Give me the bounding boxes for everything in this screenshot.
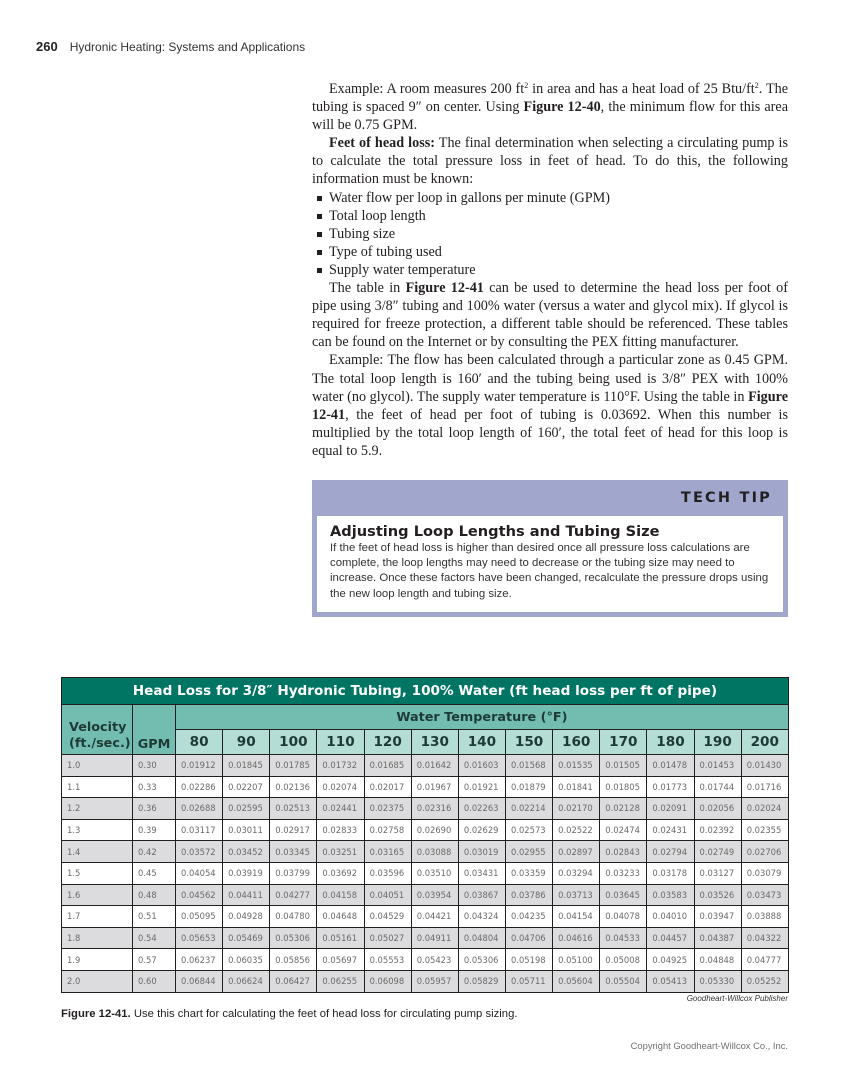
running-head	[36, 39, 305, 54]
paragraph-example-flow: Example: The flow has been calculated through a particular zone as 0.45 GPM. The total loop length is 160′ and the tubing being used is 3/8″ PEX with 100% water (no glycol). The supply water temperature is 110°F. Using the table in Figure 12-41, the feet of head per foot of tubing is 0.03692. When this number is multiplied by the total loop length of 160′, the total feet of head for this loop is equal to 5.9.	[312, 352, 788, 459]
table-row	[62, 884, 789, 906]
cell-head-loss: 0.03799	[270, 862, 317, 884]
cell-velocity: 1.6	[62, 884, 133, 906]
cell-head-loss: 0.04235	[505, 906, 552, 928]
tech-tip-content	[317, 516, 783, 612]
cell-head-loss: 0.02706	[741, 841, 788, 863]
figure-credit: Goodheart-Willcox Publisher	[686, 994, 788, 1003]
cell-head-loss: 0.04780	[270, 906, 317, 928]
cell-head-loss: 0.05697	[317, 949, 364, 971]
cell-head-loss: 0.02955	[505, 841, 552, 863]
cell-head-loss: 0.03786	[505, 884, 552, 906]
cell-head-loss: 0.05306	[270, 927, 317, 949]
cell-head-loss: 0.01732	[317, 755, 364, 777]
cell-head-loss: 0.05252	[741, 970, 788, 992]
cell-head-loss: 0.01535	[553, 755, 600, 777]
head-loss-table	[61, 677, 789, 993]
cell-head-loss: 0.04154	[553, 906, 600, 928]
cell-head-loss: 0.05008	[600, 949, 647, 971]
cell-head-loss: 0.02207	[223, 776, 270, 798]
cell-head-loss: 0.03473	[741, 884, 788, 906]
column-group-water-temperature: Water Temperature (°F)	[176, 705, 789, 730]
book-title: Hydronic Heating: Systems and Applications	[69, 40, 306, 54]
cell-head-loss: 0.03165	[364, 841, 411, 863]
cell-head-loss: 0.02128	[600, 798, 647, 820]
cell-head-loss: 0.01841	[553, 776, 600, 798]
column-header-temp: 180	[647, 730, 694, 755]
cell-head-loss: 0.02392	[694, 819, 741, 841]
table-row	[62, 927, 789, 949]
cell-head-loss: 0.05504	[600, 970, 647, 992]
cell-head-loss: 0.02629	[458, 819, 505, 841]
cell-head-loss: 0.02355	[741, 819, 788, 841]
cell-head-loss: 0.01453	[694, 755, 741, 777]
cell-head-loss: 0.04533	[600, 927, 647, 949]
tech-tip-label: TECH TIP	[680, 490, 772, 506]
cell-head-loss: 0.06427	[270, 970, 317, 992]
cell-head-loss: 0.03117	[176, 819, 223, 841]
cell-head-loss: 0.05957	[411, 970, 458, 992]
cell-head-loss: 0.05198	[505, 949, 552, 971]
cell-head-loss: 0.02522	[553, 819, 600, 841]
cell-head-loss: 0.04277	[270, 884, 317, 906]
cell-head-loss: 0.06844	[176, 970, 223, 992]
cell-head-loss: 0.01921	[458, 776, 505, 798]
cell-head-loss: 0.01642	[411, 755, 458, 777]
cell-head-loss: 0.01773	[647, 776, 694, 798]
figure-reference: Figure 12-41	[312, 388, 788, 423]
figure-reference: Figure 12-41	[405, 280, 484, 297]
table-row	[62, 906, 789, 928]
cell-head-loss: 0.05553	[364, 949, 411, 971]
column-header-velocity: Velocity (ft./sec.)	[62, 705, 133, 755]
cell-head-loss: 0.03233	[600, 862, 647, 884]
cell-head-loss: 0.04777	[741, 949, 788, 971]
cell-head-loss: 0.01805	[600, 776, 647, 798]
cell-head-loss: 0.03572	[176, 841, 223, 863]
cell-head-loss: 0.06098	[364, 970, 411, 992]
cell-head-loss: 0.01478	[647, 755, 694, 777]
table-row	[62, 776, 789, 798]
cell-head-loss: 0.02056	[694, 798, 741, 820]
cell-velocity: 1.7	[62, 906, 133, 928]
cell-head-loss: 0.02214	[505, 798, 552, 820]
cell-head-loss: 0.02091	[647, 798, 694, 820]
cell-head-loss: 0.03178	[647, 862, 694, 884]
cell-head-loss: 0.04706	[505, 927, 552, 949]
figure-reference: Figure 12-40	[523, 99, 601, 116]
cell-head-loss: 0.02375	[364, 798, 411, 820]
cell-head-loss: 0.03088	[411, 841, 458, 863]
cell-head-loss: 0.02017	[364, 776, 411, 798]
cell-head-loss: 0.04925	[647, 949, 694, 971]
bullet-square-icon	[317, 250, 322, 255]
cell-head-loss: 0.05856	[270, 949, 317, 971]
cell-head-loss: 0.01845	[223, 755, 270, 777]
cell-head-loss: 0.04562	[176, 884, 223, 906]
cell-head-loss: 0.04616	[553, 927, 600, 949]
cell-head-loss: 0.04457	[647, 927, 694, 949]
cell-head-loss: 0.04648	[317, 906, 364, 928]
cell-head-loss: 0.03692	[317, 862, 364, 884]
body-text-column	[312, 80, 788, 460]
cell-head-loss: 0.02513	[270, 798, 317, 820]
cell-head-loss: 0.04411	[223, 884, 270, 906]
cell-head-loss: 0.03583	[647, 884, 694, 906]
cell-head-loss: 0.04322	[741, 927, 788, 949]
cell-head-loss: 0.01785	[270, 755, 317, 777]
cell-head-loss: 0.02431	[647, 819, 694, 841]
cell-head-loss: 0.03526	[694, 884, 741, 906]
cell-gpm: 0.42	[133, 841, 176, 863]
cell-head-loss: 0.03127	[694, 862, 741, 884]
cell-head-loss: 0.04804	[458, 927, 505, 949]
cell-head-loss: 0.04848	[694, 949, 741, 971]
cell-head-loss: 0.04911	[411, 927, 458, 949]
tech-tip-title: Adjusting Loop Lengths and Tubing Size	[330, 523, 660, 540]
cell-head-loss: 0.02843	[600, 841, 647, 863]
cell-gpm: 0.54	[133, 927, 176, 949]
cell-gpm: 0.30	[133, 755, 176, 777]
cell-head-loss: 0.03359	[505, 862, 552, 884]
cell-head-loss: 0.05829	[458, 970, 505, 992]
cell-gpm: 0.60	[133, 970, 176, 992]
cell-head-loss: 0.05653	[176, 927, 223, 949]
list-item: Total loop length	[312, 207, 788, 225]
table-body	[62, 755, 789, 993]
cell-head-loss: 0.03947	[694, 906, 741, 928]
paragraph-feet-of-head-loss: Feet of head loss: The final determination when selecting a circulating pump is to calculate the total pressure loss in feet of head. To do this, the following information must be known:	[312, 135, 788, 188]
tech-tip-box	[312, 480, 788, 617]
cell-head-loss: 0.02794	[647, 841, 694, 863]
cell-head-loss: 0.03251	[317, 841, 364, 863]
cell-head-loss: 0.03452	[223, 841, 270, 863]
column-header-temp: 140	[458, 730, 505, 755]
cell-gpm: 0.57	[133, 949, 176, 971]
paragraph-example-room: Example: A room measures 200 $ft^2$ in area and has a heat load of 25 Btu/$ft^2$. The tubing is spaced 9″ on center. Using Figure 12-40, the minimum flow for this area will be 0.75 GPM.	[312, 81, 788, 134]
cell-head-loss: 0.05711	[505, 970, 552, 992]
cell-head-loss: 0.02136	[270, 776, 317, 798]
cell-head-loss: 0.05100	[553, 949, 600, 971]
table-row	[62, 798, 789, 820]
cell-head-loss: 0.06237	[176, 949, 223, 971]
figure-caption-label: Figure 12-41.	[61, 1008, 131, 1020]
requirements-list	[312, 189, 788, 279]
cell-head-loss: 0.04078	[600, 906, 647, 928]
cell-head-loss: 0.03510	[411, 862, 458, 884]
cell-head-loss: 0.04387	[694, 927, 741, 949]
column-header-temp: 100	[270, 730, 317, 755]
cell-velocity: 1.0	[62, 755, 133, 777]
cell-head-loss: 0.01744	[694, 776, 741, 798]
cell-head-loss: 0.05330	[694, 970, 741, 992]
cell-head-loss: 0.03294	[553, 862, 600, 884]
cell-head-loss: 0.04529	[364, 906, 411, 928]
list-item: Water flow per loop in gallons per minute (GPM)	[312, 189, 788, 207]
column-header-temp: 80	[176, 730, 223, 755]
cell-velocity: 1.8	[62, 927, 133, 949]
cell-head-loss: 0.03019	[458, 841, 505, 863]
cell-head-loss: 0.02749	[694, 841, 741, 863]
list-item: Supply water temperature	[312, 261, 788, 279]
bullet-square-icon	[317, 268, 322, 273]
table-row	[62, 862, 789, 884]
cell-head-loss: 0.05027	[364, 927, 411, 949]
cell-velocity: 1.2	[62, 798, 133, 820]
cell-head-loss: 0.02024	[741, 798, 788, 820]
cell-head-loss: 0.05306	[458, 949, 505, 971]
cell-head-loss: 0.02263	[458, 798, 505, 820]
cell-head-loss: 0.02474	[600, 819, 647, 841]
cell-head-loss: 0.03079	[741, 862, 788, 884]
cell-gpm: 0.48	[133, 884, 176, 906]
cell-gpm: 0.51	[133, 906, 176, 928]
cell-head-loss: 0.01568	[505, 755, 552, 777]
column-header-temp: 170	[600, 730, 647, 755]
cell-gpm: 0.33	[133, 776, 176, 798]
copyright-notice: Copyright Goodheart-Willcox Co., Inc.	[630, 1040, 788, 1051]
cell-head-loss: 0.04928	[223, 906, 270, 928]
cell-head-loss: 0.04421	[411, 906, 458, 928]
list-item: Tubing size	[312, 225, 788, 243]
cell-head-loss: 0.03431	[458, 862, 505, 884]
list-item: Type of tubing used	[312, 243, 788, 261]
cell-head-loss: 0.06255	[317, 970, 364, 992]
cell-head-loss: 0.02595	[223, 798, 270, 820]
cell-velocity: 1.3	[62, 819, 133, 841]
table-row	[62, 755, 789, 777]
table-row	[62, 970, 789, 992]
cell-head-loss: 0.02441	[317, 798, 364, 820]
cell-head-loss: 0.01716	[741, 776, 788, 798]
cell-head-loss: 0.05469	[223, 927, 270, 949]
cell-head-loss: 0.02833	[317, 819, 364, 841]
cell-head-loss: 0.01505	[600, 755, 647, 777]
run-in-heading: Feet of head loss:	[329, 135, 435, 152]
cell-head-loss: 0.05423	[411, 949, 458, 971]
figure-caption-text: Use this chart for calculating the feet of head loss for circulating pump sizing.	[130, 1008, 518, 1020]
cell-velocity: 1.4	[62, 841, 133, 863]
cell-head-loss: 0.02286	[176, 776, 223, 798]
figure-caption	[61, 1008, 518, 1020]
cell-head-loss: 0.01603	[458, 755, 505, 777]
cell-velocity: 2.0	[62, 970, 133, 992]
cell-head-loss: 0.05095	[176, 906, 223, 928]
cell-head-loss: 0.03645	[600, 884, 647, 906]
cell-velocity: 1.9	[62, 949, 133, 971]
cell-head-loss: 0.02573	[505, 819, 552, 841]
table-row	[62, 819, 789, 841]
column-header-temp: 110	[317, 730, 364, 755]
column-header-gpm: GPM	[133, 705, 176, 755]
cell-head-loss: 0.03596	[364, 862, 411, 884]
column-header-temp: 200	[741, 730, 788, 755]
cell-head-loss: 0.02170	[553, 798, 600, 820]
cell-head-loss: 0.03345	[270, 841, 317, 863]
cell-head-loss: 0.02897	[553, 841, 600, 863]
cell-head-loss: 0.04051	[364, 884, 411, 906]
table-row	[62, 949, 789, 971]
cell-head-loss: 0.03954	[411, 884, 458, 906]
cell-head-loss: 0.05604	[553, 970, 600, 992]
cell-head-loss: 0.06624	[223, 970, 270, 992]
cell-head-loss: 0.01685	[364, 755, 411, 777]
cell-head-loss: 0.02316	[411, 798, 458, 820]
cell-head-loss: 0.01430	[741, 755, 788, 777]
cell-head-loss: 0.02690	[411, 819, 458, 841]
cell-head-loss: 0.01967	[411, 776, 458, 798]
cell-head-loss: 0.01879	[505, 776, 552, 798]
cell-gpm: 0.45	[133, 862, 176, 884]
bullet-square-icon	[317, 196, 322, 201]
column-header-temp: 160	[553, 730, 600, 755]
cell-head-loss: 0.02758	[364, 819, 411, 841]
table-row	[62, 841, 789, 863]
bullet-square-icon	[317, 232, 322, 237]
cell-head-loss: 0.03867	[458, 884, 505, 906]
cell-head-loss: 0.03888	[741, 906, 788, 928]
cell-velocity: 1.5	[62, 862, 133, 884]
cell-head-loss: 0.04158	[317, 884, 364, 906]
cell-head-loss: 0.03713	[553, 884, 600, 906]
cell-head-loss: 0.02917	[270, 819, 317, 841]
column-header-temp: 190	[694, 730, 741, 755]
cell-head-loss: 0.05413	[647, 970, 694, 992]
table-title: Head Loss for 3/8″ Hydronic Tubing, 100% Water (ft head loss per ft of pipe)	[62, 678, 789, 705]
cell-head-loss: 0.04324	[458, 906, 505, 928]
tech-tip-text: If the feet of head loss is higher than desired once all pressure loss calculations are complete, the loop lengths may need to decrease or the tubing size may need to increase. Once these factors have been changed, recalculate the pressure drops using the new loop length and tubing size.	[330, 542, 769, 600]
paragraph-table-usage: The table in Figure 12-41 can be used to determine the head loss per foot of pipe using 3/8″ tubing and 100% water (versus a water and glycol mix). If glycol is required for freeze protection, a different table should be referenced. These tables can be found on the Internet or by consulting the PEX fitting manufacturer.	[312, 280, 788, 351]
cell-head-loss: 0.06035	[223, 949, 270, 971]
column-header-temp: 120	[364, 730, 411, 755]
cell-gpm: 0.39	[133, 819, 176, 841]
cell-head-loss: 0.04054	[176, 862, 223, 884]
cell-head-loss: 0.01912	[176, 755, 223, 777]
bullet-square-icon	[317, 214, 322, 219]
cell-gpm: 0.36	[133, 798, 176, 820]
cell-head-loss: 0.04010	[647, 906, 694, 928]
cell-head-loss: 0.02688	[176, 798, 223, 820]
cell-head-loss: 0.02074	[317, 776, 364, 798]
cell-head-loss: 0.03919	[223, 862, 270, 884]
page-number: 260	[36, 39, 58, 54]
cell-velocity: 1.1	[62, 776, 133, 798]
column-header-temp: 90	[223, 730, 270, 755]
cell-head-loss: 0.05161	[317, 927, 364, 949]
column-header-temp: 130	[411, 730, 458, 755]
column-header-temp: 150	[505, 730, 552, 755]
cell-head-loss: 0.03011	[223, 819, 270, 841]
